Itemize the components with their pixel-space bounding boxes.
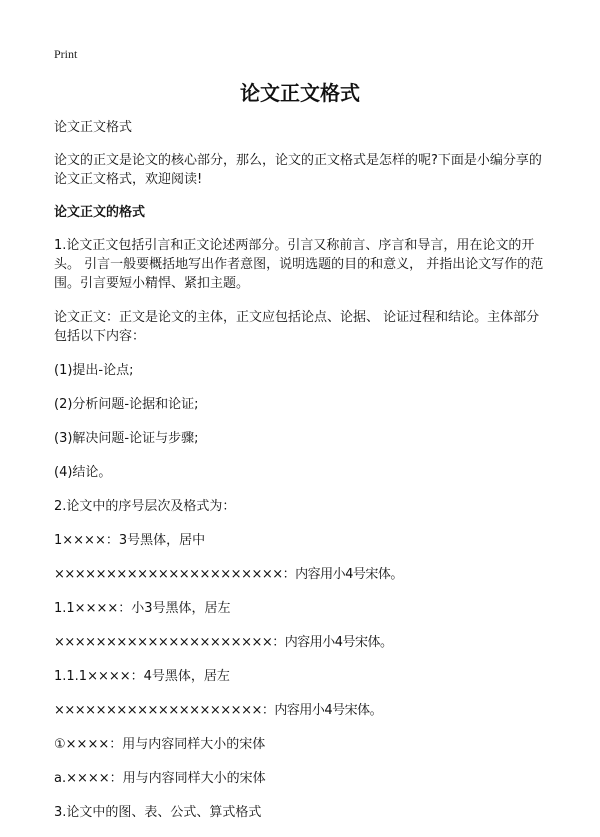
print-label: Print — [54, 47, 78, 61]
list-item: ××××××××××××××××××××：内容用小4号宋体。 — [54, 703, 383, 718]
list-item: ××××××××××××××××××××××：内容用小4号宋体。 — [54, 567, 403, 582]
document-body — [54, 118, 546, 837]
list-item: 1××××：3号黑体，居中 — [54, 533, 206, 548]
body-paragraph: 论文正文：正文是论文的主体，正文应包括论点、论据、 论证过程和结论。主体部分包括以下内容： — [54, 310, 540, 344]
list-item: 1.1.1××××：4号黑体，居左 — [54, 669, 230, 684]
list-item: (3)解决问题-论证与步骤; — [54, 431, 199, 446]
intro-paragraph: 论文的正文是论文的核心部分，那么，论文的正文格式是怎样的呢?下面是小编分享的论文正文格式，欢迎阅读! — [54, 153, 542, 187]
document-subtitle: 论文正文格式 — [54, 120, 133, 135]
list-item: (2)分析问题-论据和论证; — [54, 397, 199, 412]
document-title: 论文正文格式 — [240, 81, 360, 105]
list-item: (1)提出-论点; — [54, 363, 134, 378]
list-item: (4)结论。 — [54, 465, 112, 480]
section-heading: 论文正文的格式 — [54, 205, 146, 220]
list-item: ①××××：用与内容同样大小的宋体 — [54, 737, 266, 752]
list-item: 1.1××××：小3号黑体，居左 — [54, 601, 231, 616]
body-paragraph: 1.论文正文包括引言和正文论述两部分。引言又称前言、序言和导言，用在论文的开头。 引言一般要概括地写出作者意图，说明选题的目的和意义， 并指出论文写作的范围。引言要短小精悍、紧扣主题。 — [54, 238, 544, 291]
list-item: a.××××：用与内容同样大小的宋体 — [54, 771, 266, 786]
list-item: 3.论文中的图、表、公式、算式格式 — [54, 805, 262, 820]
list-item: ×××××××××××××××××××××：内容用小4号宋体。 — [54, 635, 393, 650]
list-item: 2.论文中的序号层次及格式为： — [54, 499, 236, 514]
